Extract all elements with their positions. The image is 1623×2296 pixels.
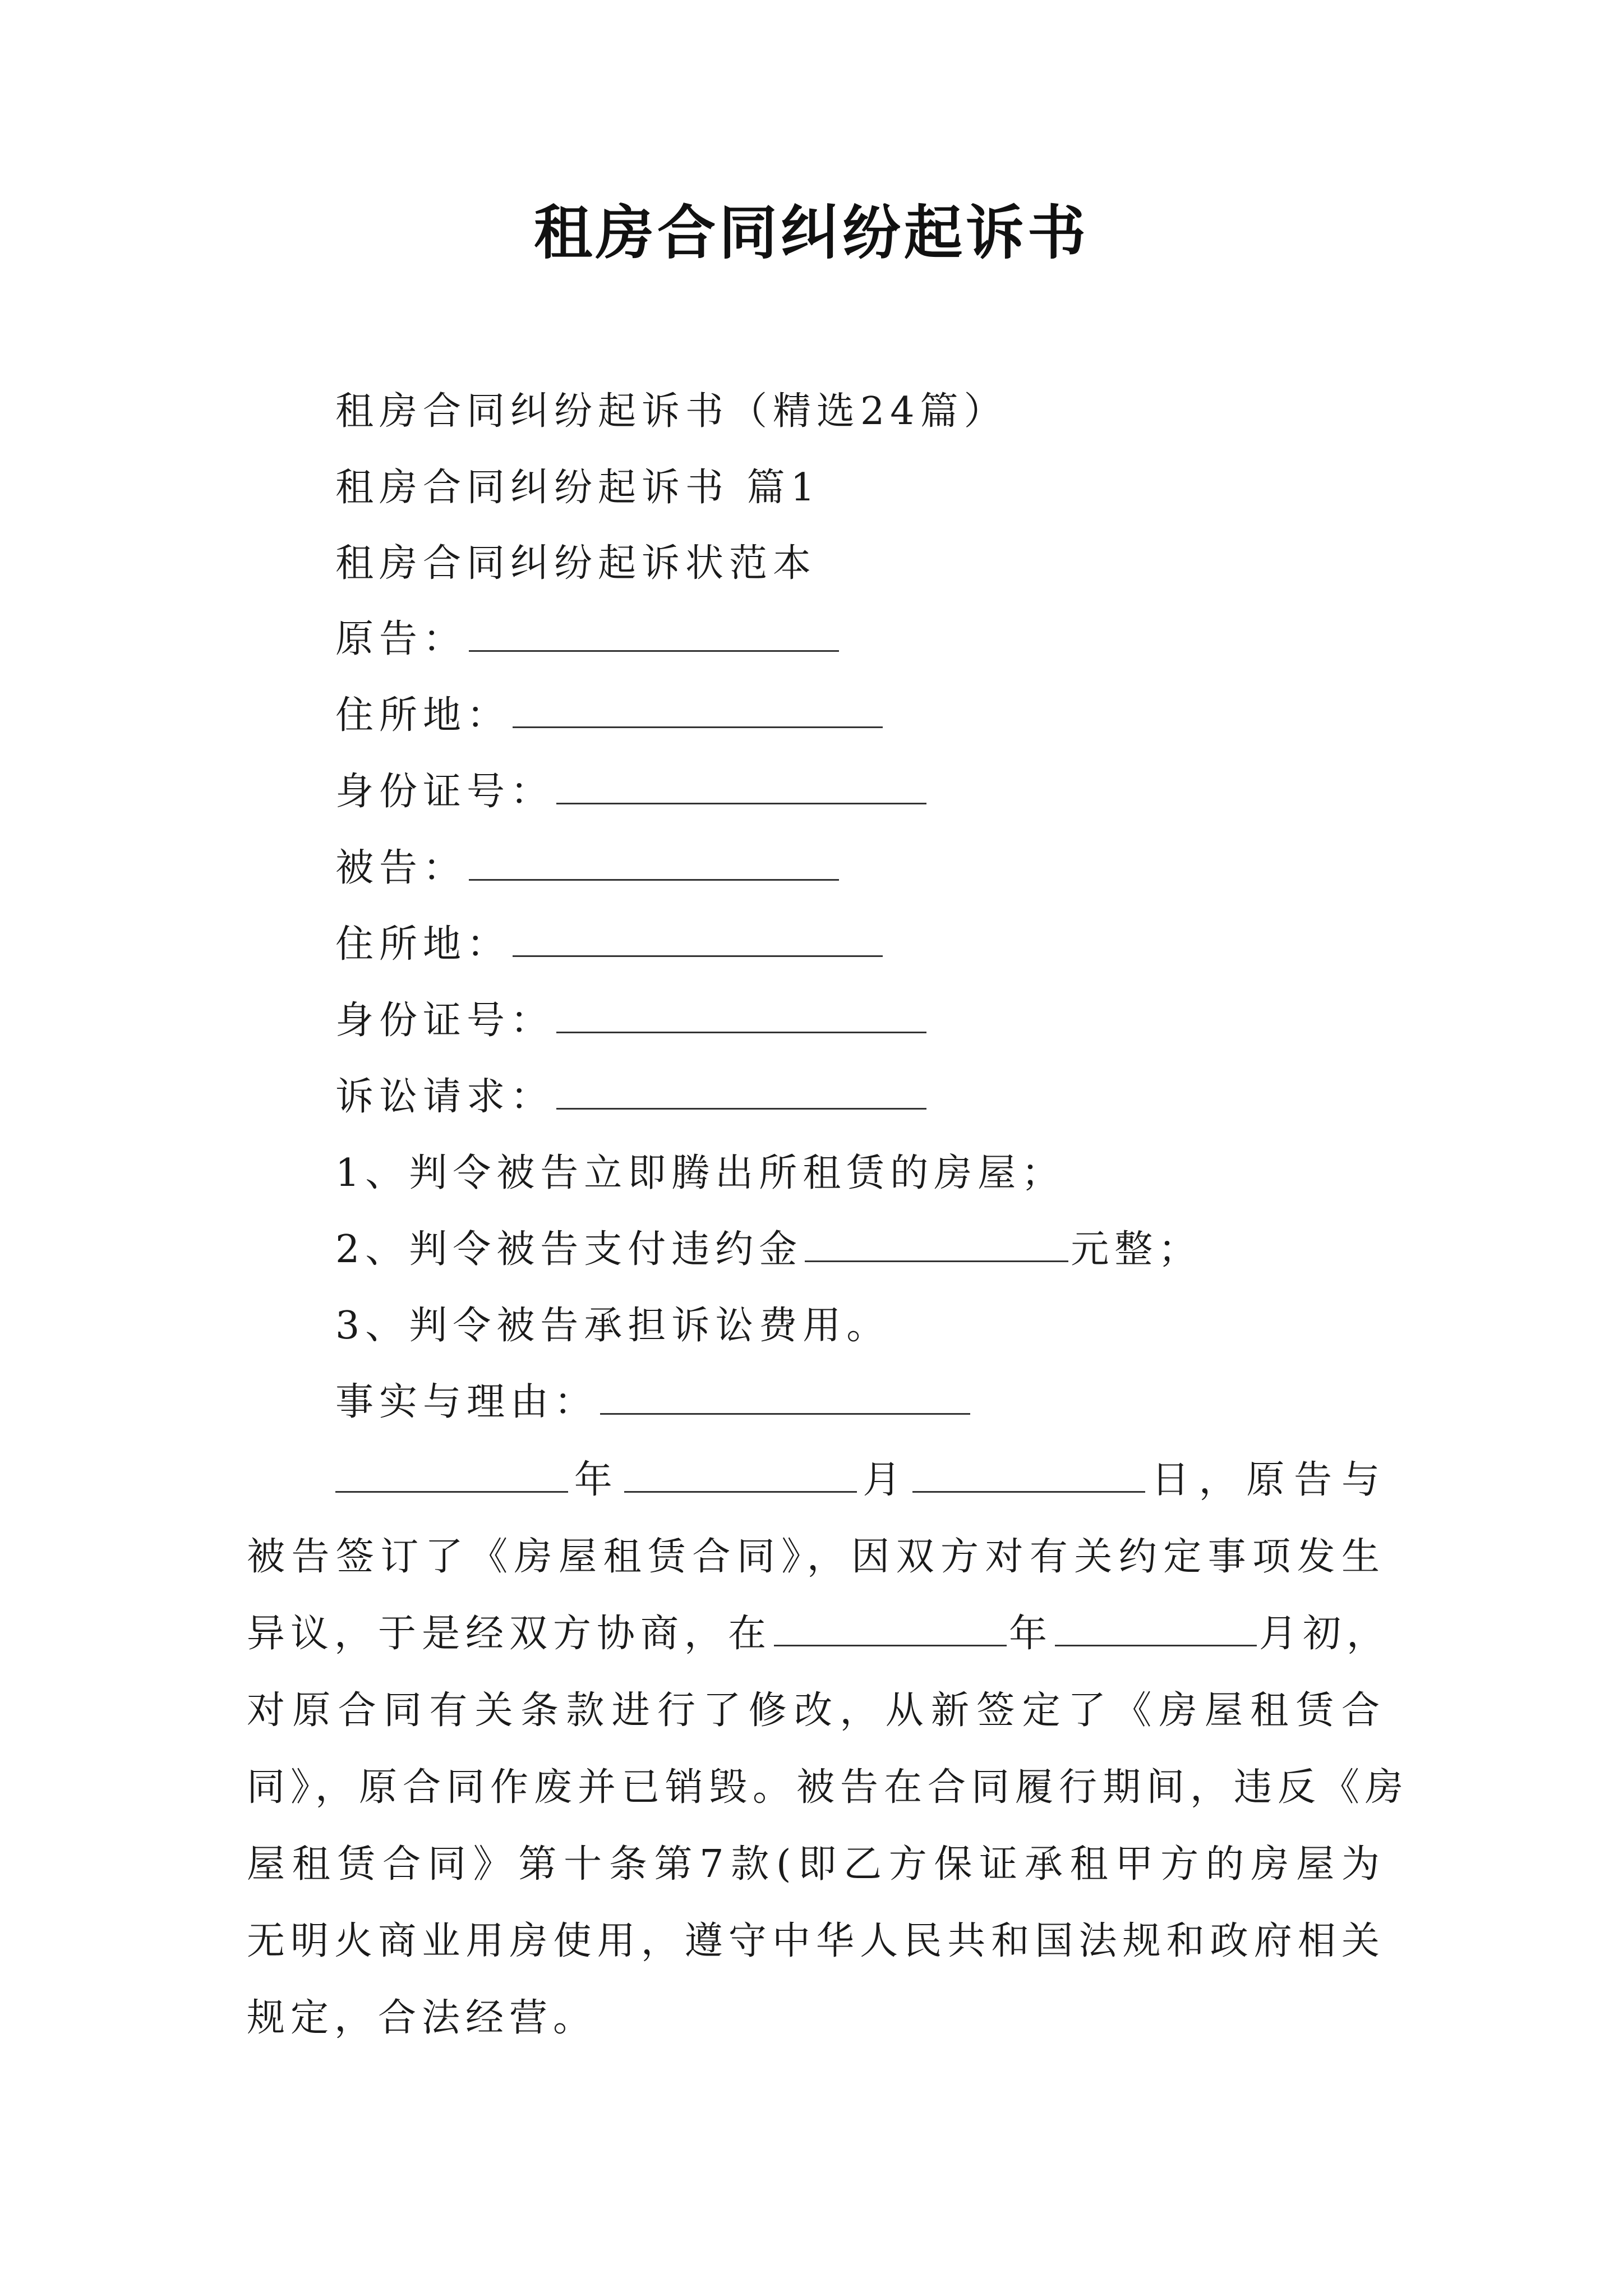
claim-item-1: 1、判令被告立即腾出所租赁的房屋； (335, 1151, 1066, 1195)
paragraph-line-2: 被告签订了《房屋租赁合同》，因双方对有关约定事项发生 (247, 1535, 1385, 1579)
defendant-id-blank (556, 997, 926, 1033)
facts-field (335, 1374, 972, 1430)
paragraph-line-7: 无明火商业用房使用，遵守中华人民共和国法规和政府相关 (247, 1919, 1385, 1963)
paragraph-line-3-start: 异议，于是经双方协商，在 (247, 1612, 772, 1656)
facts-blank (600, 1378, 970, 1415)
defendant-address-field (335, 917, 885, 973)
facts-paragraph (247, 1442, 1409, 2056)
plaintiff-id-field (335, 764, 929, 820)
contract-day-blank (912, 1456, 1145, 1493)
revision-year-text: 年 (1009, 1612, 1053, 1656)
plaintiff-id-label: 身份证号： (335, 770, 555, 814)
plaintiff-id-blank (556, 768, 926, 804)
revision-month-text: 月初， (1259, 1612, 1391, 1656)
document-subtitle: 租房合同纠纷起诉书（精选24篇） (335, 389, 1008, 434)
paragraph-line-5: 同》，原合同作废并已销毁。被告在合同履行期间，违反《房 (247, 1765, 1409, 1810)
defendant-id-label: 身份证号： (335, 999, 555, 1043)
paragraph-line-1-rest: 日，原告与 (1147, 1458, 1385, 1502)
defendant-label: 被告： (335, 846, 467, 890)
contract-year-blank (335, 1456, 568, 1493)
paragraph-line-4: 对原合同有关条款进行了修改，从新签定了《房屋租赁合 (247, 1688, 1385, 1733)
defendant-address-blank (513, 921, 883, 957)
paragraph-line-8: 规定，合法经营。 (247, 1996, 597, 2040)
claim-item-2 (335, 1222, 1202, 1278)
defendant-address-label: 住所地： (335, 922, 511, 967)
defendant-blank (469, 844, 839, 881)
facts-label: 事实与理由： (335, 1380, 598, 1424)
claim-item-2-suffix: 元整； (1071, 1227, 1202, 1272)
plaintiff-blank (469, 615, 839, 652)
plaintiff-address-field (335, 688, 885, 744)
plaintiff-address-blank (513, 692, 883, 728)
defendant-field (335, 840, 841, 896)
claim-item-3: 3、判令被告承担诉讼费用。 (335, 1304, 891, 1348)
claims-label: 诉讼请求： (335, 1075, 555, 1119)
paragraph-line-6: 屋租赁合同》第十条第7款(即乙方保证承租甲方的房屋为 (247, 1842, 1385, 1887)
defendant-id-field (335, 993, 929, 1049)
claim-item-2-prefix: 2、判令被告支付违约金 (335, 1227, 803, 1272)
section-heading: 租房合同纠纷起诉书 篇1 (335, 466, 820, 510)
plaintiff-address-label: 住所地： (335, 693, 511, 738)
plaintiff-label: 原告： (335, 617, 467, 661)
claims-blank (556, 1073, 926, 1110)
revision-year-blank (774, 1610, 1007, 1646)
contract-month-blank (624, 1456, 857, 1493)
revision-month-blank (1055, 1610, 1257, 1646)
month-text: 月 (859, 1458, 911, 1502)
document-title: 租房合同纠纷起诉书 (533, 198, 1089, 267)
paragraph-line-1 (247, 1442, 1385, 1519)
paragraph-line-3 (247, 1595, 1391, 1672)
claims-field (335, 1069, 929, 1125)
template-name: 租房合同纠纷起诉状范本 (335, 541, 817, 586)
year-text: 年 (570, 1458, 622, 1502)
penalty-amount-blank (805, 1226, 1068, 1262)
plaintiff-field (335, 611, 841, 668)
